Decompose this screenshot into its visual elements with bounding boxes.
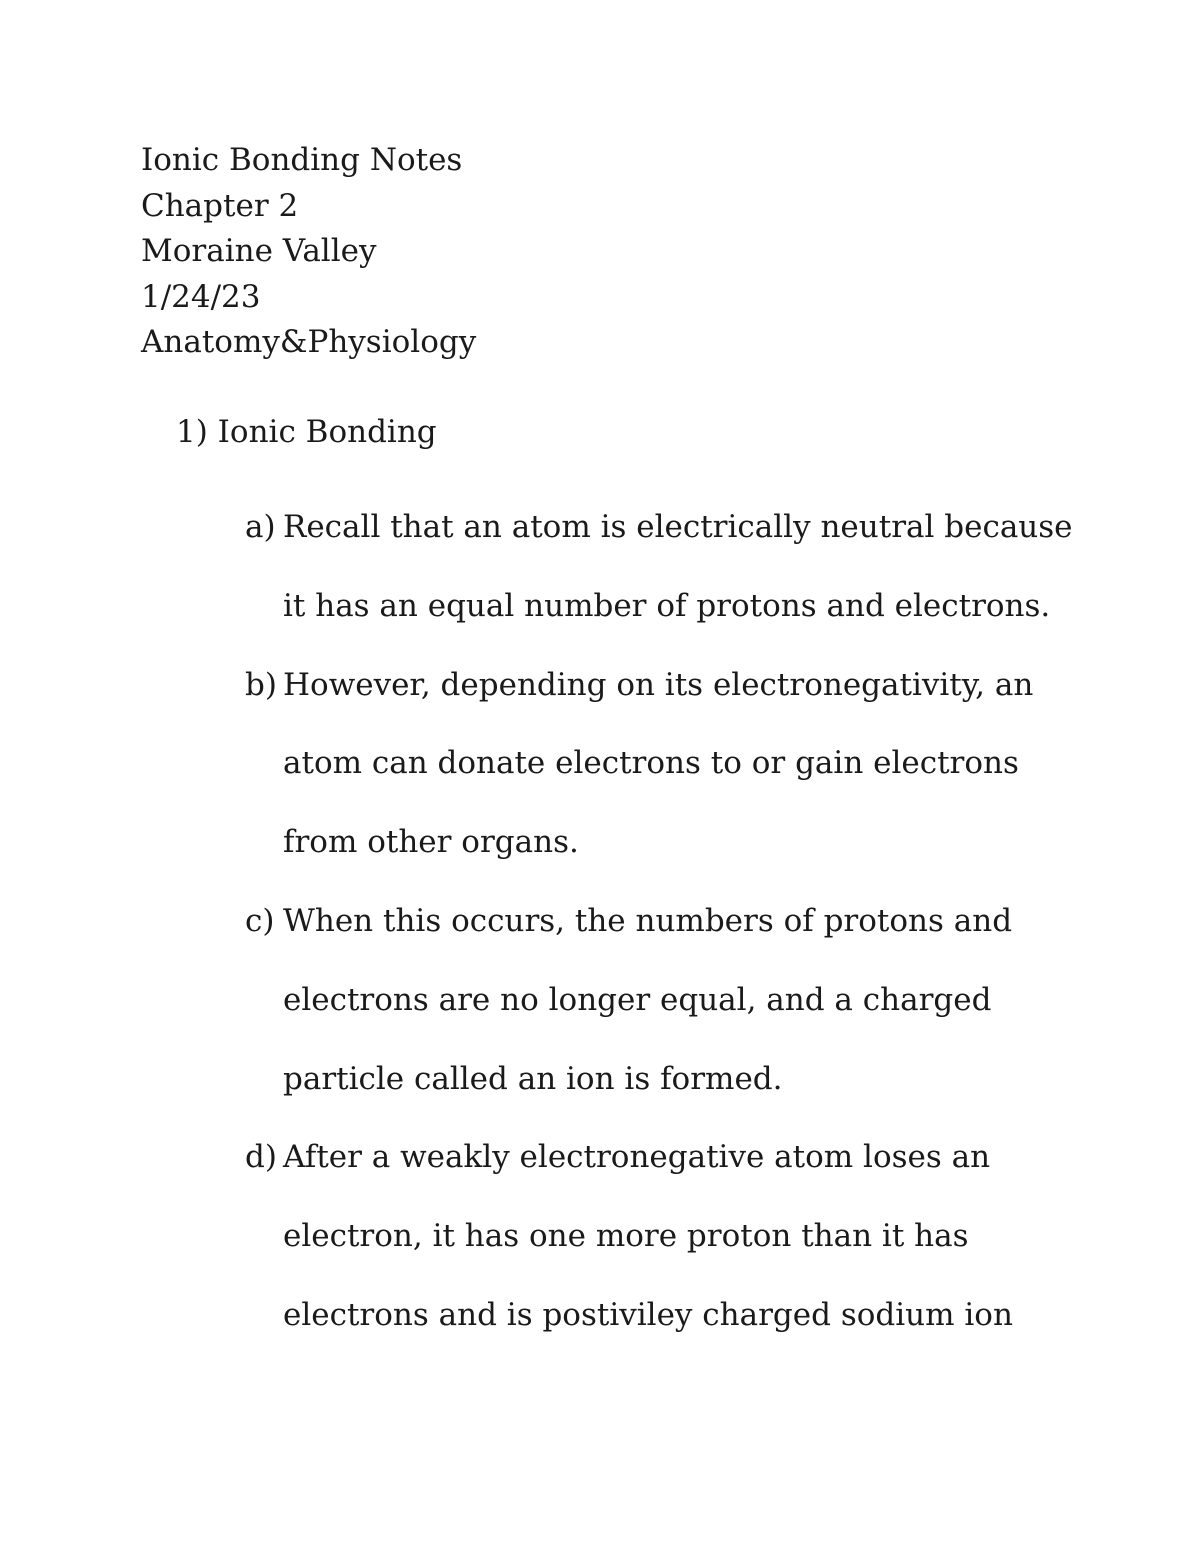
- date-text: 1/24/23: [141, 278, 261, 315]
- section-heading: 1) Ionic Bonding: [176, 414, 437, 450]
- item-line: electrons and is postiviley charged sodium ion: [283, 1296, 1013, 1333]
- item-line: it has an equal number of protons and electrons.: [283, 587, 1051, 624]
- list-item: [245, 1118, 1105, 1354]
- document-title: Ionic Bonding Notes: [141, 142, 463, 178]
- item-text: [283, 882, 1105, 1118]
- item-text: [283, 488, 1105, 646]
- item-line: However, depending on its electronegativity, an: [283, 666, 1034, 703]
- list-item: [245, 882, 1105, 1118]
- item-text: [283, 646, 1105, 882]
- item-line: atom can donate electrons to or gain electrons: [283, 745, 1019, 782]
- item-line: After a weakly electronegative atom loses an: [283, 1139, 991, 1176]
- item-line: electron, it has one more proton than it has: [283, 1218, 969, 1255]
- item-line: from other organs.: [283, 824, 579, 861]
- item-line: particle called an ion is formed.: [283, 1060, 783, 1097]
- item-marker: a): [245, 509, 276, 545]
- school-name: Moraine Valley: [141, 233, 377, 269]
- list-item: [245, 488, 1105, 646]
- course-name: Anatomy&Physiology: [141, 324, 477, 360]
- chapter-label: Chapter 2: [141, 187, 299, 224]
- item-marker: c): [245, 902, 275, 939]
- item-text: [283, 1118, 1105, 1354]
- item-line: When this occurs, the numbers of protons and: [283, 902, 1013, 939]
- item-marker: b): [245, 666, 277, 703]
- item-marker: d): [245, 1139, 277, 1176]
- document-header: [141, 138, 476, 366]
- item-line: Recall that an atom is electrically neutral because: [283, 509, 1073, 545]
- notes-list: [245, 488, 1105, 1355]
- list-item: [245, 646, 1105, 882]
- item-line: electrons are no longer equal, and a charged: [283, 981, 992, 1018]
